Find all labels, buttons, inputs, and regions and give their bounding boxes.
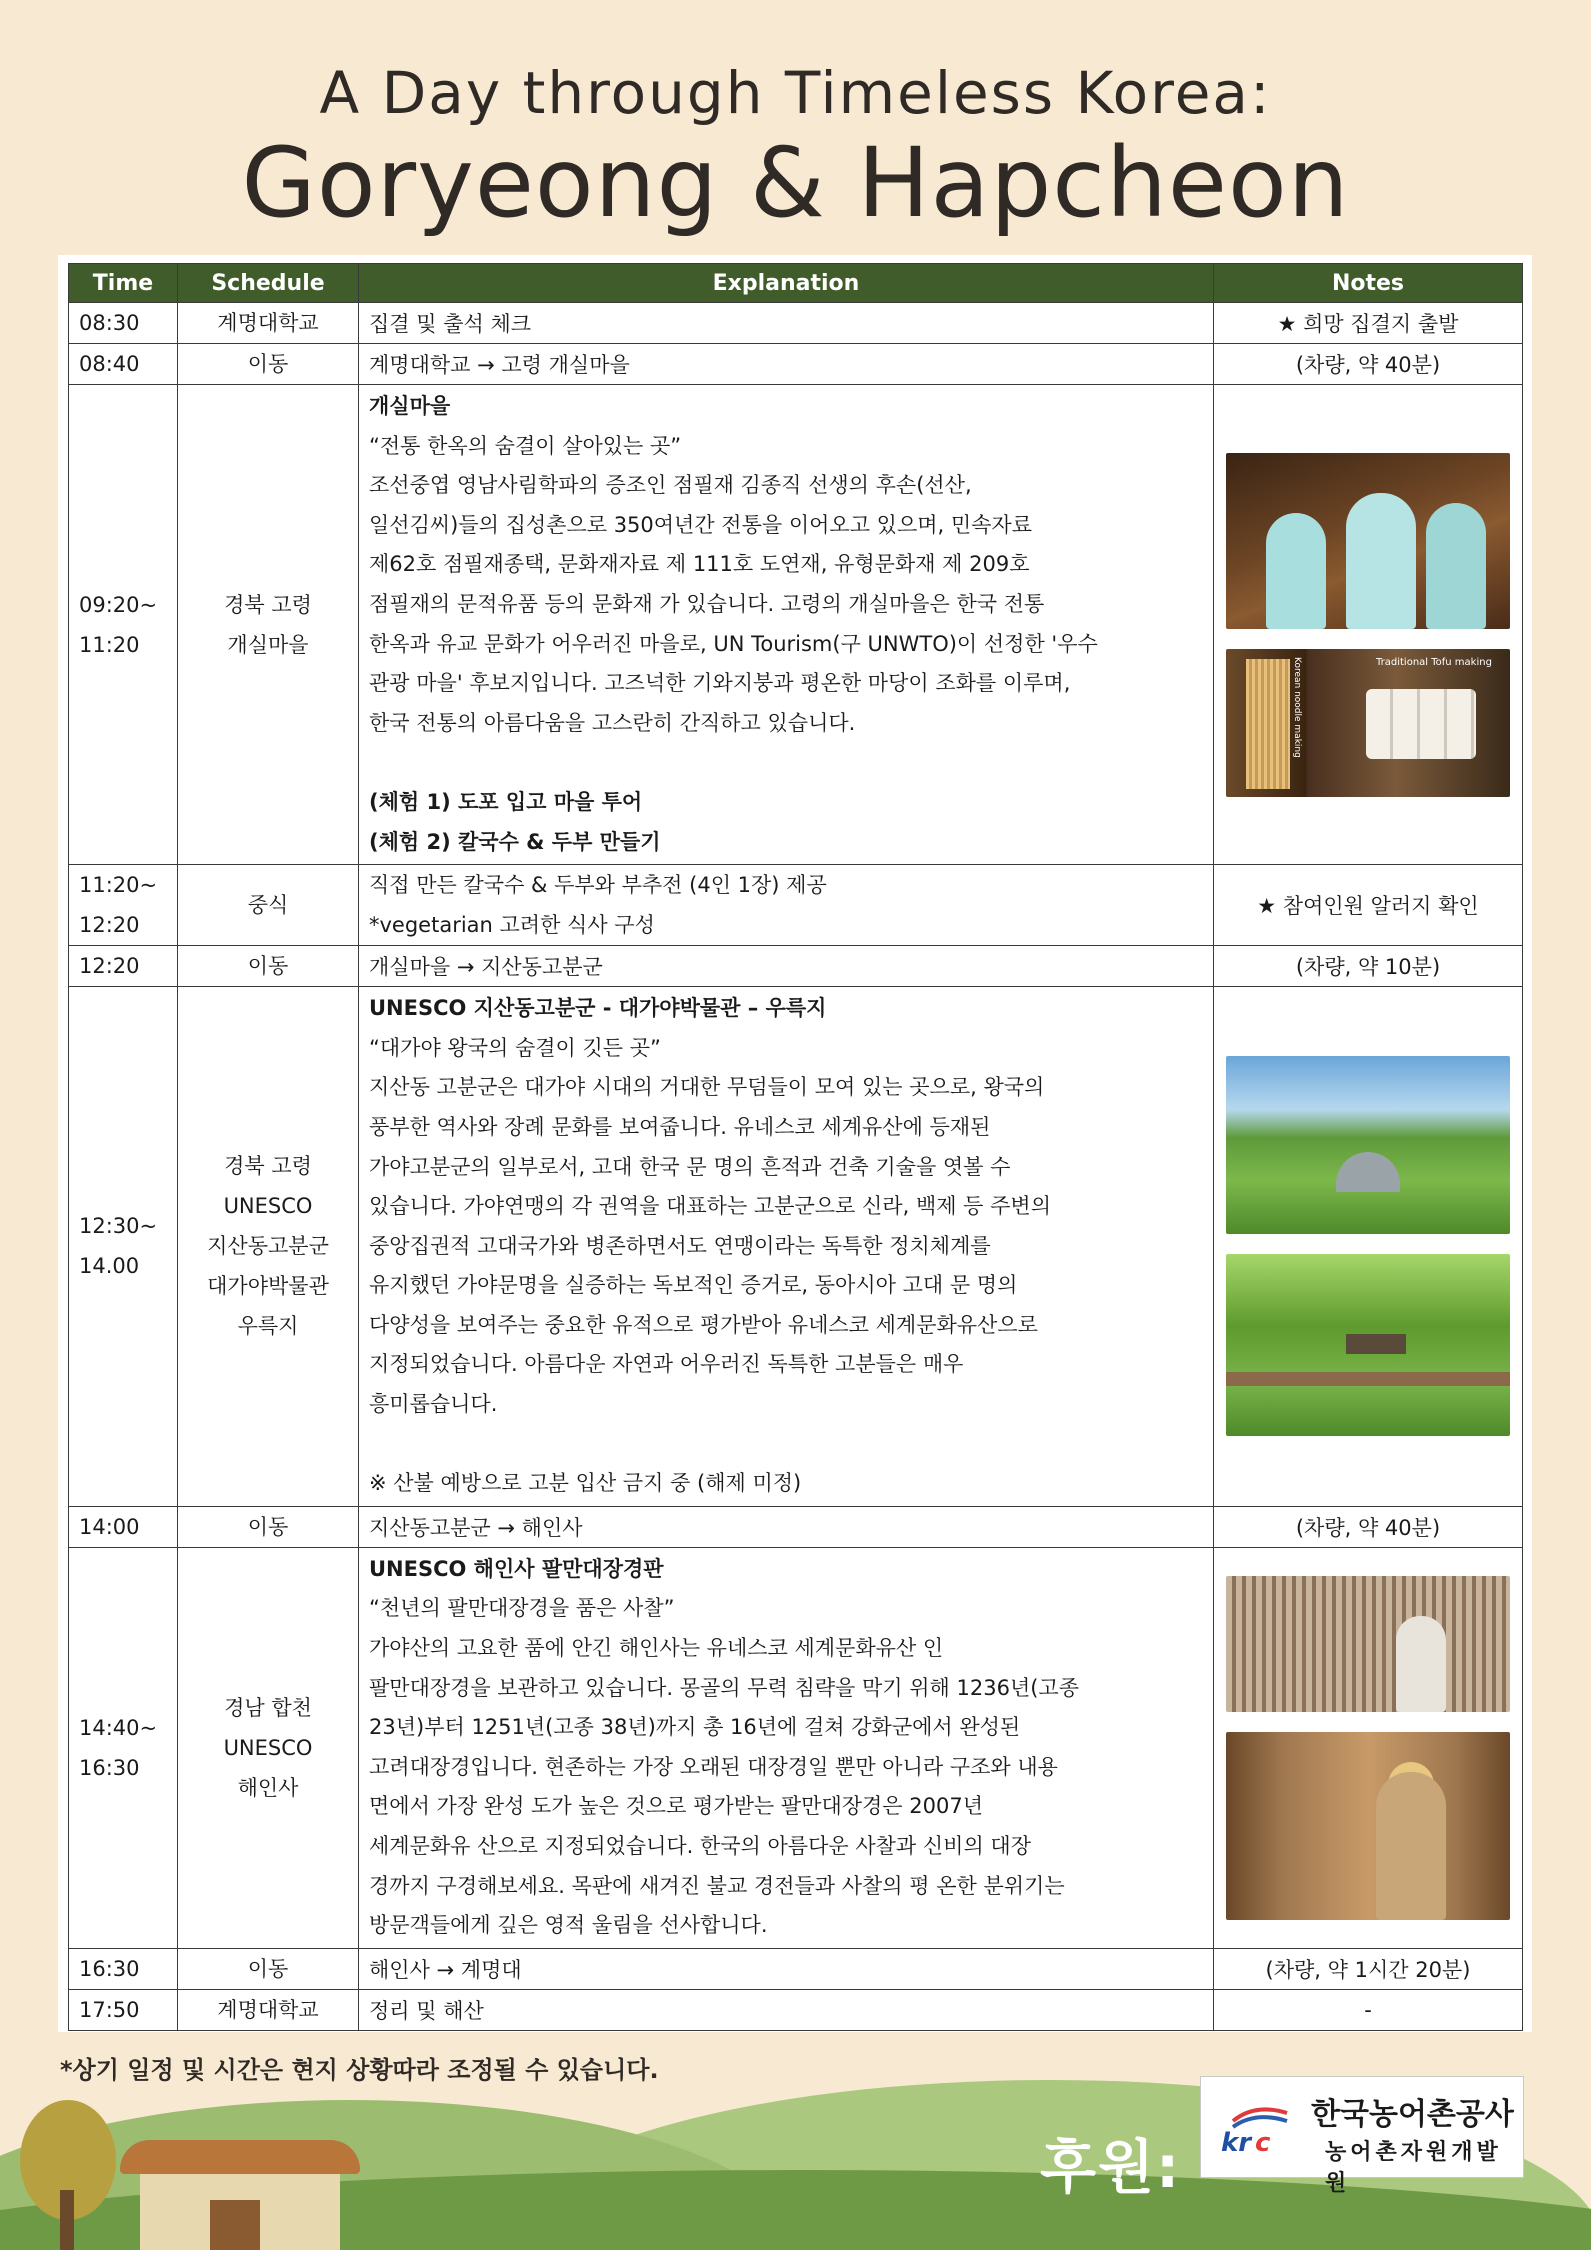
row-explanation: 개실마을 → 지산동고분군: [359, 946, 1214, 987]
row-note: (차량, 약 1시간 20분): [1214, 1948, 1523, 1989]
time-start: 11:20~: [79, 873, 158, 898]
time-end: 12:20: [79, 913, 140, 938]
schedule-line: UNESCO: [223, 1194, 313, 1219]
body-line: 가야산의 고요한 품에 안긴 해인사는 유네스코 세계문화유산 인: [369, 1636, 944, 1661]
svg-text:c: c: [1255, 2128, 1271, 2158]
body-line: 지정되었습니다. 아름다운 자연과 어우러진 독특한 고분들은 매우: [369, 1352, 964, 1377]
title-line-2: Goryeong & Hapcheon: [241, 127, 1350, 239]
body-line: 가야고분군의 일부로서, 고대 한국 문 명의 흔적과 건축 기술을 엿볼 수: [369, 1154, 1011, 1179]
poster-title: [0, 58, 1591, 238]
schedule-card: [58, 255, 1532, 2032]
section-quote: “대가야 왕국의 숨결이 깃든 곳”: [369, 1035, 661, 1060]
table-row: [69, 987, 1523, 1507]
row-note: ★ 참여인원 알러지 확인: [1214, 865, 1523, 946]
row-explanation: [359, 1547, 1214, 1948]
header-explanation: Explanation: [359, 264, 1214, 303]
body-line: 팔만대장경을 보관하고 있습니다. 몽골의 무력 침략을 막기 위해 1236년(고종: [369, 1675, 1080, 1700]
row-time: [69, 1547, 178, 1948]
lunch-line: 직접 만든 칼국수 & 두부와 부추전 (4인 1장) 제공: [369, 873, 827, 898]
section-heading: UNESCO 해인사 팔만대장경판: [369, 1556, 664, 1581]
time-end: 11:20: [79, 632, 140, 657]
schedule-line: 해인사: [237, 1775, 299, 1800]
schedule-line: 지산동고분군: [207, 1234, 329, 1259]
row-note: (차량, 약 10분): [1214, 946, 1523, 987]
row-time: 08:30: [69, 303, 178, 344]
sponsor-org-dept: 농어촌자원개발원: [1325, 2140, 1502, 2196]
table-row: [69, 1506, 1523, 1547]
row-note: [1214, 385, 1523, 865]
row-schedule: 이동: [178, 1948, 359, 1989]
warning-line: ※ 산불 예방으로 고분 입산 금지 중 (해제 미정): [369, 1471, 802, 1496]
experience-2: (체험 2) 칼국수 & 두부 만들기: [369, 829, 661, 854]
table-row: [69, 1547, 1523, 1948]
row-explanation: [359, 385, 1214, 865]
row-schedule: 이동: [178, 344, 359, 385]
time-end: 16:30: [79, 1755, 140, 1780]
row-schedule: 이동: [178, 1506, 359, 1547]
table-row: [69, 946, 1523, 987]
time-start: 09:20~: [79, 592, 158, 617]
row-note: [1214, 987, 1523, 1507]
pond-photo: [1226, 1254, 1510, 1436]
row-explanation: 해인사 → 계명대: [359, 1948, 1214, 1989]
row-time: 17:50: [69, 1989, 178, 2030]
hanbok-photo: [1226, 453, 1510, 629]
row-time: 12:20: [69, 946, 178, 987]
row-time: 16:30: [69, 1948, 178, 1989]
sponsor-org-name: 한국농어촌공사: [1311, 2097, 1514, 2132]
body-line: 있습니다. 가야연맹의 각 권역을 대표하는 고분군으로 신라, 백제 등 주변의: [369, 1194, 1052, 1219]
schedule-line: UNESCO: [223, 1735, 313, 1760]
tombs-photo: [1226, 1056, 1510, 1234]
section-quote: “전통 한옥의 숨결이 살아있는 곳”: [369, 433, 682, 458]
schedule-line: 개실마을: [227, 632, 309, 657]
table-row: [69, 1989, 1523, 2030]
body-line: 23년)부터 1251년(고종 38년)까지 총 16년에 걸쳐 강화군에서 완성된: [369, 1715, 1021, 1740]
hanok-illustration: [120, 2140, 360, 2174]
body-line: 다양성을 보여주는 중요한 유적으로 평가받아 유네스코 세계문화유산으로: [369, 1312, 1038, 1337]
sponsor-label: 후원:: [1040, 2133, 1182, 2201]
row-explanation: 집결 및 출석 체크: [359, 303, 1214, 344]
row-time: [69, 865, 178, 946]
body-line: 고려대장경입니다. 현존하는 가장 오래된 대장경일 뿐만 아니라 구조와 내용: [369, 1754, 1058, 1779]
row-schedule: 계명대학교: [178, 1989, 359, 2030]
noodle-tofu-photo: [1226, 649, 1510, 797]
time-start: 14:40~: [79, 1715, 158, 1740]
header-notes: Notes: [1214, 264, 1523, 303]
time-end: 14.00: [79, 1254, 140, 1279]
row-explanation: 계명대학교 → 고령 개실마을: [359, 344, 1214, 385]
tripitaka-hall-photo: [1226, 1732, 1510, 1920]
schedule-footnote: *상기 일정 및 시간은 현지 상황따라 조정될 수 있습니다.: [60, 2056, 659, 2084]
row-explanation: [359, 865, 1214, 946]
body-line: 점필재의 문적유품 등의 문화재 가 있습니다. 고령의 개실마을은 한국 전통: [369, 591, 1045, 616]
sponsor-logo-box: [1200, 2076, 1524, 2196]
schedule-table: [68, 263, 1523, 2031]
row-time: 08:40: [69, 344, 178, 385]
header-time: Time: [69, 264, 178, 303]
experience-1: (체험 1) 도포 입고 마을 투어: [369, 789, 643, 814]
row-schedule: 중식: [178, 865, 359, 946]
row-note: ★ 희망 집결지 출발: [1214, 303, 1523, 344]
table-row: [69, 865, 1523, 946]
krc-logo-icon: [1215, 2099, 1295, 2159]
section-quote: “천년의 팔만대장경을 품은 사찰”: [369, 1596, 675, 1621]
body-line: 세계문화유 산으로 지정되었습니다. 한국의 아름다운 사찰과 신비의 대장: [369, 1834, 1031, 1858]
body-line: 방문객들에게 깊은 영적 울림을 선사합니다.: [369, 1913, 768, 1938]
row-note: (차량, 약 40분): [1214, 1506, 1523, 1547]
body-line: 제62호 점필재종택, 문화재자료 제 111호 도연재, 유형문화재 제 209호: [369, 552, 1030, 577]
body-line: 한국 전통의 아름다움을 고스란히 간직하고 있습니다.: [369, 710, 856, 735]
row-schedule: 계명대학교: [178, 303, 359, 344]
schedule-line: 경북 고령: [224, 1154, 312, 1179]
row-note: -: [1214, 1989, 1523, 2030]
row-schedule: 이동: [178, 946, 359, 987]
section-heading: UNESCO 지산동고분군 - 대가야박물관 – 우륵지: [369, 996, 827, 1021]
header-schedule: Schedule: [178, 264, 359, 303]
body-line: 흥미롭습니다.: [369, 1392, 498, 1417]
schedule-line: 경북 고령: [224, 592, 312, 617]
tripitaka-shelf-photo: [1226, 1576, 1510, 1712]
section-heading: 개실마을: [369, 394, 451, 418]
photo-caption-tofu: Traditional Tofu making: [1376, 656, 1492, 668]
table-row: [69, 385, 1523, 865]
body-line: 일선김씨)들의 집성촌으로 350여년간 전통을 이어오고 있으며, 민속자료: [369, 512, 1033, 537]
time-start: 12:30~: [79, 1214, 158, 1239]
row-note: [1214, 1547, 1523, 1948]
row-time: 14:00: [69, 1506, 178, 1547]
lunch-line: *vegetarian 고려한 식사 구성: [369, 913, 655, 938]
svg-text:kr: kr: [1221, 2128, 1252, 2158]
row-note: (차량, 약 40분): [1214, 344, 1523, 385]
row-time: [69, 385, 178, 865]
row-schedule: [178, 385, 359, 865]
schedule-line: 대가야박물관: [207, 1274, 329, 1299]
body-line: 풍부한 역사와 장례 문화를 보여줍니다. 유네스코 세계유산에 등재된: [369, 1114, 991, 1139]
table-row: [69, 303, 1523, 344]
body-line: 유지했던 가야문명을 실증하는 독보적인 증거로, 동아시아 고대 문 명의: [369, 1273, 1018, 1298]
body-line: 조선중엽 영남사림학파의 증조인 점필재 김종직 선생의 후손(선산,: [369, 473, 972, 498]
body-line: 경까지 구경해보세요. 목판에 새겨진 불교 경전들과 사찰의 평 온한 분위기는: [369, 1873, 1065, 1898]
body-line: 중앙집권적 고대국가와 병존하면서도 연맹이라는 독특한 정치체계를: [369, 1233, 991, 1258]
body-line: 지산동 고분군은 대가야 시대의 거대한 무덤들이 모여 있는 곳으로, 왕국의: [369, 1075, 1045, 1100]
body-line: 한옥과 유교 문화가 어우러진 마을로, UN Tourism(구 UNWTO)이 선정한 '우수: [369, 631, 1098, 656]
schedule-line: 경남 합천: [224, 1695, 312, 1720]
body-line: 면에서 가장 완성 도가 높은 것으로 평가받는 팔만대장경은 2007년: [369, 1794, 983, 1819]
title-line-1: A Day through Timeless Korea:: [319, 59, 1272, 127]
schedule-line: 우륵지: [237, 1314, 299, 1339]
photo-caption-noodle: Korean noodle making: [1292, 656, 1302, 758]
row-explanation: 정리 및 해산: [359, 1989, 1214, 2030]
row-schedule: [178, 1547, 359, 1948]
row-explanation: 지산동고분군 → 해인사: [359, 1506, 1214, 1547]
table-row: [69, 344, 1523, 385]
table-row: [69, 1948, 1523, 1989]
row-time: [69, 987, 178, 1507]
row-schedule: [178, 987, 359, 1507]
row-explanation: [359, 987, 1214, 1507]
body-line: 관광 마을' 후보지입니다. 고즈넉한 기와지붕과 평온한 마당이 조화를 이루며,: [369, 671, 1071, 696]
